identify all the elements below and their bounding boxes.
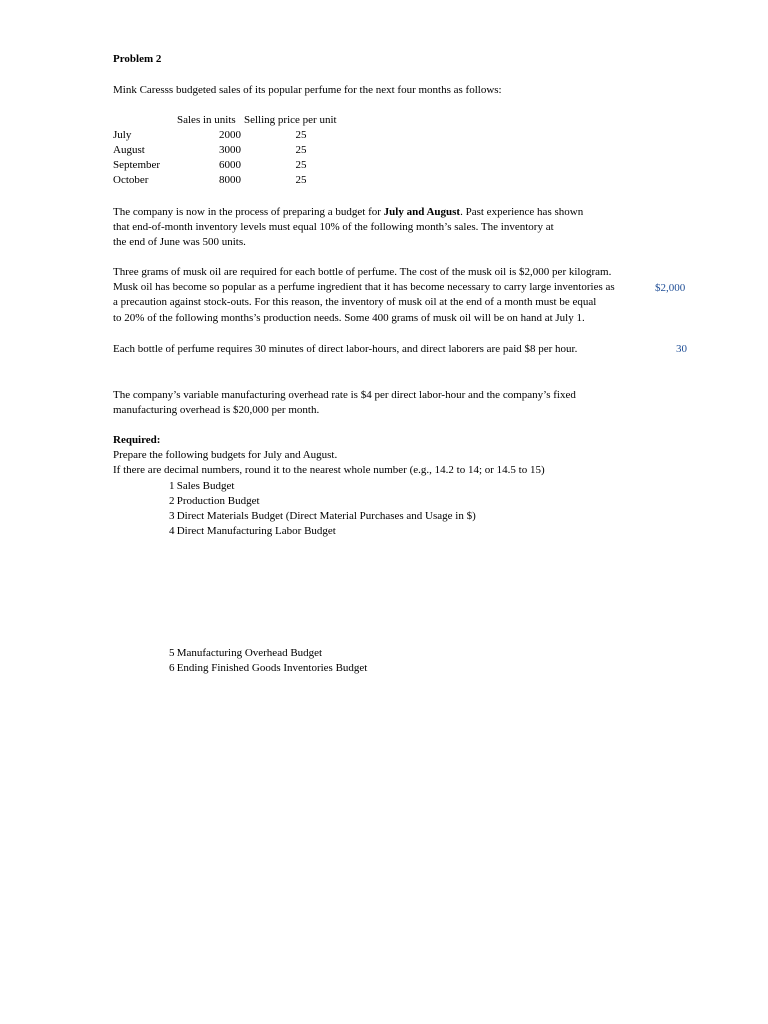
required-heading: Required: [113, 434, 161, 446]
row-price: 25 [295, 144, 307, 156]
row-units: 8000 [219, 174, 241, 186]
row-month: October [113, 174, 149, 186]
row-month: July [113, 129, 132, 141]
overhead-line-2: manufacturing overhead is $20,000 per month. [113, 404, 320, 416]
list-item: 5 Manufacturing Overhead Budget [169, 647, 323, 659]
required-line-1: Prepare the following budgets for July and August. [113, 449, 338, 461]
musk-cost-value: $2,000 [655, 282, 686, 294]
list-item: 6 Ending Finished Goods Inventories Budget [169, 662, 368, 674]
row-month: August [113, 144, 145, 156]
intro-text: Mink Caresss budgeted sales of its popular perfume for the next four months as follows: [113, 84, 502, 96]
inventory-line-1: The company is now in the process of preparing a budget for July and August. Past experience has shown [113, 206, 584, 218]
row-price: 25 [295, 159, 307, 171]
row-units: 6000 [219, 159, 241, 171]
list-item: 2 Production Budget [169, 495, 260, 507]
row-month: September [113, 159, 161, 171]
labor-text: Each bottle of perfume requires 30 minutes of direct labor-hours, and direct laborers are paid $8 per hour. [113, 343, 578, 355]
musk-line-4: to 20% of the following months’s production needs. Some 400 grams of musk oil will be on hand at July 1. [113, 312, 585, 324]
list-item: 1 Sales Budget [169, 480, 235, 492]
row-units: 3000 [219, 144, 241, 156]
musk-line-1: Three grams of musk oil are required for each bottle of perfume. The cost of the musk oil is $2,000 per kilogram. [113, 266, 612, 278]
list-item: 4 Direct Manufacturing Labor Budget [169, 525, 336, 537]
musk-line-2: Musk oil has become so popular as a perfume ingredient that it has become necessary to carry large inventories as [113, 281, 615, 293]
header-sales-units: Sales in units [177, 114, 236, 126]
row-price: 25 [295, 174, 307, 186]
overhead-line-1: The company’s variable manufacturing overhead rate is $4 per direct labor-hour and the company’s fixed [113, 389, 576, 401]
inventory-line-2: that end-of-month inventory levels must equal 10% of the following month’s sales. The inventory at [113, 221, 554, 233]
required-line-2: If there are decimal numbers, round it to the nearest whole number (e.g., 14.2 to 14; or 14.5 to 15) [113, 464, 545, 476]
problem-title: Problem 2 [113, 53, 162, 65]
labor-minutes-value: 30 [676, 343, 687, 355]
header-selling-price: Selling price per unit [244, 114, 337, 126]
row-units: 2000 [219, 129, 241, 141]
list-item: 3 Direct Materials Budget (Direct Material Purchases and Usage in $) [169, 510, 476, 522]
row-price: 25 [295, 129, 307, 141]
inventory-line-3: the end of June was 500 units. [113, 236, 246, 248]
musk-line-3: a precaution against stock-outs. For this reason, the inventory of musk oil at the end of a month must be equal [113, 296, 597, 308]
